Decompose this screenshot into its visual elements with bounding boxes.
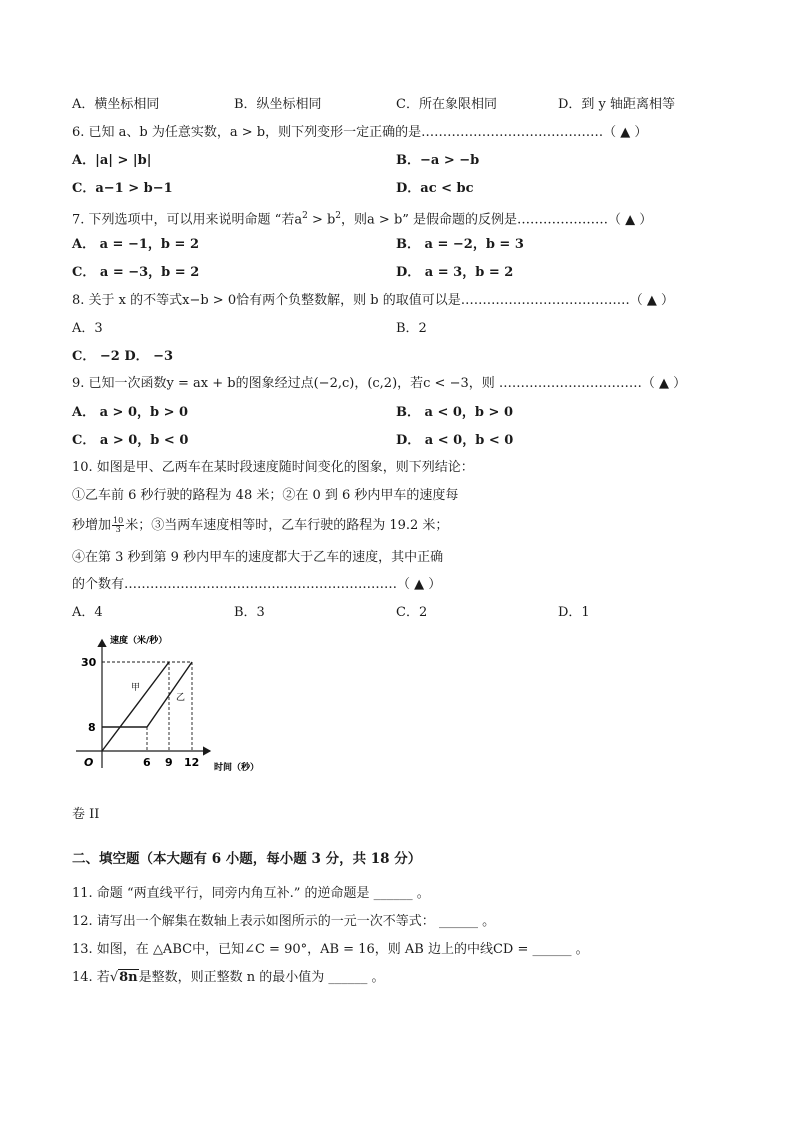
q9-option-d: D． a < 0，b < 0 bbox=[396, 433, 514, 448]
x-axis-label: 时间（秒） bbox=[214, 763, 260, 773]
q10-option-a: A．4 bbox=[72, 605, 103, 620]
q6-stem: 6. 已知 a、b 为任意实数，a > b，则下列变形一定正确的是……………………………………（ ▲ ） bbox=[72, 125, 648, 140]
q7-sup-2: 2 bbox=[335, 211, 342, 221]
q7-option-a: A． a = −1，b = 2 bbox=[72, 237, 199, 252]
q6-option-c: C．a−1 > b−1 bbox=[72, 181, 173, 196]
q5-option-b: B．纵坐标相同 bbox=[234, 97, 322, 112]
q5-option-d: D．到 y 轴距离相等 bbox=[558, 97, 676, 112]
q7-option-c: C． a = −3，b = 2 bbox=[72, 265, 200, 280]
q10-line-2-pre: 秒增加 bbox=[72, 518, 112, 533]
q7-stem-pre: 7. 下列选项中，可以用来说明命题 “若a bbox=[72, 212, 303, 228]
q8-option-b: B．2 bbox=[396, 321, 427, 336]
y-tick-8: 8 bbox=[88, 721, 96, 734]
q9-option-c: C． a > 0，b < 0 bbox=[72, 433, 189, 448]
q9-stem: 9. 已知一次函数y = ax + b的图象经过点(−2,c)，(c,2)，若c < −3，则 ……………………………（ ▲ ） bbox=[72, 376, 687, 391]
q10-option-b: B．3 bbox=[234, 605, 265, 620]
q10-line-2-post: 米；③当两车速度相等时，乙车行驶的路程为 19.2 米； bbox=[125, 518, 449, 533]
q7-option-d: D． a = 3，b = 2 bbox=[396, 265, 514, 280]
q14-radicand: 8n bbox=[119, 970, 138, 985]
y-axis-label: 速度（米/秒） bbox=[110, 636, 168, 646]
q6-option-a: A．|a| > |b| bbox=[72, 153, 152, 168]
q9-option-a: A． a > 0，b > 0 bbox=[72, 405, 189, 420]
q5-option-a: A．横坐标相同 bbox=[72, 97, 160, 112]
q10-fraction bbox=[112, 517, 124, 534]
q6-option-d: D．ac < bc bbox=[396, 181, 474, 196]
volume-label: 卷 II bbox=[72, 807, 100, 822]
x-tick-9: 9 bbox=[165, 756, 173, 769]
q8-option-cd: C． −2 D． −3 bbox=[72, 349, 174, 364]
speed-time-graph bbox=[68, 630, 278, 780]
section-2-heading: 二、填空题（本大题有 6 小题，每小题 3 分，共 18 分） bbox=[72, 851, 422, 867]
q10-option-d: D．1 bbox=[558, 605, 590, 620]
q10-line-4: 的个数有………………………………………………………（ ▲ ） bbox=[72, 577, 442, 592]
q14 bbox=[72, 969, 385, 987]
sqrt-symbol: √8n bbox=[109, 970, 138, 985]
q14-post: 是整数，则正整数 n 的最小值为 ______ 。 bbox=[138, 970, 385, 985]
q10-option-c: C．2 bbox=[396, 605, 428, 620]
jia-label: 甲 bbox=[131, 683, 141, 693]
q10-line-2 bbox=[72, 517, 448, 535]
q10-stem: 10. 如图是甲、乙两车在某时段速度随时间变化的图象，则下列结论： bbox=[72, 460, 474, 475]
q13: 13. 如图，在 △ABC中，已知∠C = 90°，AB = 16，则 AB 边上的中线CD = ______ 。 bbox=[72, 942, 589, 957]
q7-stem-post: ，则a > b” 是假命题的反例是…………………（ ▲ ） bbox=[341, 212, 653, 228]
q5-option-c: C．所在象限相同 bbox=[396, 97, 497, 112]
q11: 11. 命题 “两直线平行，同旁内角互补.” 的逆命题是 ______ 。 bbox=[72, 886, 430, 901]
y-tick-30: 30 bbox=[81, 656, 97, 669]
x-tick-6: 6 bbox=[143, 756, 151, 769]
origin-label: O bbox=[84, 756, 94, 769]
q6-option-b: B．−a > −b bbox=[396, 153, 480, 168]
q12: 12. 请写出一个解集在数轴上表示如图所示的一元一次不等式： ______ 。 bbox=[72, 914, 496, 929]
yi-label: 乙 bbox=[176, 693, 186, 703]
q7-sup-1: 2 bbox=[302, 211, 308, 221]
q14-pre: 14. 若 bbox=[72, 970, 110, 985]
q9-option-b: B． a < 0，b > 0 bbox=[396, 405, 514, 420]
q7-stem bbox=[72, 207, 652, 229]
q10-line-3: ④在第 3 秒到第 9 秒内甲车的速度都大于乙车的速度，其中正确 bbox=[72, 550, 444, 565]
fraction-denominator: 3 bbox=[115, 525, 121, 534]
jia-line bbox=[102, 662, 169, 751]
q8-option-a: A．3 bbox=[72, 321, 103, 336]
q7-option-b: B． a = −2，b = 3 bbox=[396, 237, 524, 252]
q8-stem: 8. 关于 x 的不等式x−b > 0恰有两个负整数解，则 b 的取值可以是…………………………………（ ▲ ） bbox=[72, 293, 674, 308]
q7-stem-mid: > b bbox=[307, 212, 336, 228]
x-tick-12: 12 bbox=[184, 756, 200, 769]
fraction-numerator: 10 bbox=[113, 516, 124, 525]
q10-line-1: ①乙车前 6 秒行驶的路程为 48 米；②在 0 到 6 秒内甲车的速度每 bbox=[72, 488, 459, 503]
